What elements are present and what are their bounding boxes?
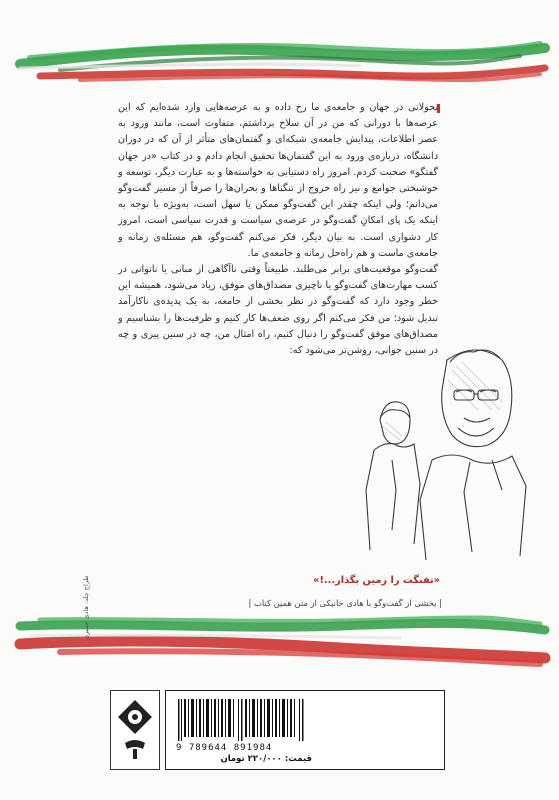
- isbn-barcode: [178, 699, 308, 741]
- excerpt-paragraph-1: تحولاتی در جهان و جامعه‌ی ما رخ داده و به عرصه‌هایی وارد شده‌ایم که این عرصه‌ها با دورانی که من در آن سلاح برداشتم، متفاوت است، مانند ورود به عصر اطلاعات، پیدایش جامعه‌ی شبکه‌ای و گفتمان‌های متأثر از آن که در دوران دانشگاه، درباره‌ی ورود به این گفتمان‌ها تحقیق انجام دادم و در کتاب «در جهان گفتگو» صحبت کردم. امروز راه دستیابی به خواسته‌ها و به عبارت دیگر، توسعه و خوشبختی جوامع و نیز راه خروج از تنگناها و بحران‌ها را صرفاً از مسیر گفت‌وگو می‌دانم؛ ولی اینکه چقدر این گفت‌وگو ممکن یا سهل است، به‌ویژه با توجه به اینکه یک پای امکانِ گفت‌وگو در عرصه‌ی سیاست و قدرت سیاسی است، امروز کار دشواری است. به بیان دیگر، فکر می‌کنم گفت‌وگو، هم مسئله‌ی زمانه و جامعه‌ی ماست و هم راه‌حل زمانه و جامعه‌ی ما.: [118, 102, 438, 259]
- portrait-sketch: [352, 300, 532, 560]
- source-credit: | بخشی از گفت‌وگو با هادی خانیکی از متن همین کتاب |: [248, 598, 442, 608]
- quote-line: «تفنگت را زمین بگذار...!»: [313, 575, 440, 586]
- excerpt-paragraph-2: گفت‌وگو موقعیت‌های برابر می‌طلبد. طبیعتاً وقتی ناآگاهی از مبانی یا ناتوانی در کسب مهارت‌های گفت‌وگو یا ناچیزی مصداق‌های موفق، زیاد می‌شود، همیشه این خطر وجود دارد که گفت‌وگو در نظر بخشی از جامعه، به یک پدیده‌ی ناکارآمد تبدیل شود؛ من فکر می‌کنم اگر روی ضعف‌ها کار کنیم و ظرفیت‌ها را بشناسیم و مصداق‌های موفق گفت‌وگو را دنبال کنیم، راه امثال من، چه در سنین پیری و چه در سنین جوانی، روشن‌تر می‌شود که:: [118, 264, 438, 357]
- barcode-panel: [165, 690, 445, 770]
- publisher-emblem-icon: [111, 691, 159, 769]
- isbn-number: 9 789644 891984: [176, 743, 273, 753]
- publisher-logo: [110, 690, 160, 770]
- cover-designer-credit: طراح جلد: هادی جمیری: [82, 575, 90, 640]
- top-flag-stripe: [0, 30, 559, 88]
- price-label: قیمت: ۲۲۰/۰۰۰ تومان: [220, 754, 312, 764]
